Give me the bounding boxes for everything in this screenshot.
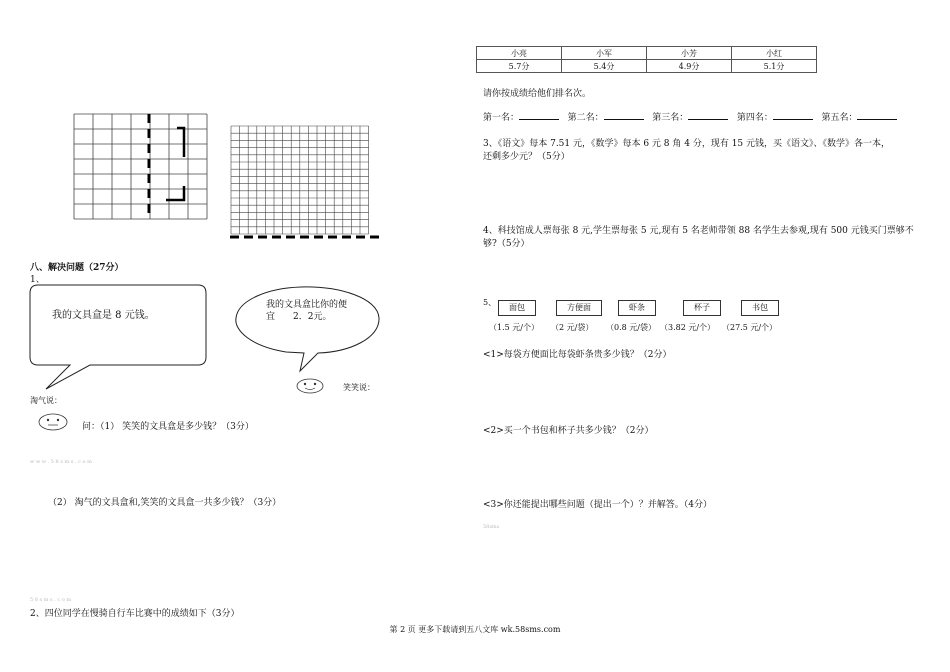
rank-blank-1[interactable] bbox=[519, 110, 559, 120]
rank-blank-2[interactable] bbox=[604, 110, 644, 120]
table-cell: 4.9分 bbox=[647, 60, 732, 73]
table-cell: 5.7分 bbox=[477, 60, 562, 73]
question-4-line1: 4、科技馆成人票每张 8 元,学生票每张 5 元,现有 5 名老师带领 88 名学生去参观,现有 500 元钱买门票够不 bbox=[483, 226, 914, 236]
rank-label-4: 第四名： bbox=[736, 113, 773, 123]
question-1-number: 1、 bbox=[30, 275, 45, 285]
item-box-noodles: 方便面 bbox=[556, 300, 602, 316]
question-1-part1: 问：（1） 笑笑的文具盒是多少钱？（3分） bbox=[82, 422, 254, 432]
rank-label-3: 第三名： bbox=[652, 113, 689, 123]
question-5-sub3: <3>你还能提出哪些问题（提出一个）？并解答。（4分） bbox=[483, 500, 713, 510]
question-5-sub2: <2>买一个书包和杯子共多少钱？（2分） bbox=[483, 426, 654, 436]
xiaoxiao-label: 笑笑说： bbox=[343, 383, 375, 392]
section-8-title: 八、解决问题（27分） bbox=[30, 263, 124, 273]
price-cup: （3.82 元/个） bbox=[660, 323, 716, 332]
grid-left bbox=[74, 114, 207, 219]
speech-bubble-left bbox=[30, 285, 206, 389]
table-row-scores bbox=[477, 60, 817, 73]
bold-shape-top bbox=[177, 128, 184, 157]
question-3-line2: 还剩多少元？（5分） bbox=[483, 152, 570, 162]
item-box-bread: 面包 bbox=[498, 300, 536, 316]
table-cell: 5.4分 bbox=[562, 60, 647, 73]
question-5-number: 5、 bbox=[483, 298, 497, 307]
question-3-line1: 3、《语文》每本 7.51 元，《数学》每本 6 元 8 角 4 分，现有 15 元钱，买《语文》、《数学》各一本， bbox=[483, 139, 891, 149]
table-cell: 小军 bbox=[562, 47, 647, 60]
question-5-sub1: <1>每袋方便面比每袋虾条贵多少钱？（2分） bbox=[483, 350, 672, 360]
question-4-line2: 够?（5分） bbox=[483, 239, 530, 249]
grid-right bbox=[231, 126, 369, 234]
table-cell: 5.1分 bbox=[732, 60, 817, 73]
table-row-names bbox=[477, 47, 817, 60]
rank-blank-3[interactable] bbox=[688, 110, 728, 120]
bubble-left-text: 我的文具盒是 8 元钱。 bbox=[52, 310, 155, 321]
table-cell: 小红 bbox=[732, 47, 817, 60]
smiley-face-taoqi bbox=[39, 414, 67, 430]
rank-blank-4[interactable] bbox=[773, 110, 813, 120]
rank-label-5: 第五名： bbox=[821, 113, 858, 123]
watermark-left: w w w . 5 8 s m s . c o m bbox=[30, 459, 92, 465]
rank-label-2: 第二名： bbox=[567, 113, 604, 123]
rank-blank-5[interactable] bbox=[857, 110, 897, 120]
question-1-part2: （2） 淘气的文具盒和,笑笑的文具盒一共多少钱？（3分） bbox=[48, 498, 282, 508]
bubble-right-line2: 宜 2．2元。 bbox=[266, 312, 332, 322]
smiley-face-xiaoxiao bbox=[297, 379, 323, 393]
taoqi-label: 淘气说： bbox=[30, 396, 62, 405]
price-noodles: （2 元/袋） bbox=[551, 323, 594, 332]
scores-table bbox=[476, 46, 817, 73]
page-footer: 第 2 页 更多下载请到五八文库 wk.58sms.com bbox=[389, 625, 561, 634]
item-box-shrimp-chips: 虾条 bbox=[618, 300, 656, 316]
price-shrimp-chips: （0.8 元/袋） bbox=[606, 323, 656, 332]
item-box-schoolbag: 书包 bbox=[741, 300, 779, 316]
question-2-intro: 2、四位同学在慢骑自行车比赛中的成绩如下（3分） bbox=[30, 609, 240, 619]
ranking-row bbox=[483, 110, 897, 123]
price-schoolbag: （27.5 元/个） bbox=[722, 323, 778, 332]
table-cell: 小亮 bbox=[477, 47, 562, 60]
ranking-prompt: 请你按成绩给他们排名次。 bbox=[483, 89, 592, 99]
item-box-cup: 杯子 bbox=[683, 300, 721, 316]
price-bread: （1.5 元/个） bbox=[489, 323, 539, 332]
watermark-right: 58sms bbox=[483, 524, 500, 530]
table-cell: 小芳 bbox=[647, 47, 732, 60]
rank-label-1: 第一名： bbox=[483, 113, 520, 123]
bubble-right-line1: 我的文具盒比你的便 bbox=[266, 300, 348, 310]
watermark-left-2: 5 8 s m s . c o m bbox=[30, 597, 72, 603]
